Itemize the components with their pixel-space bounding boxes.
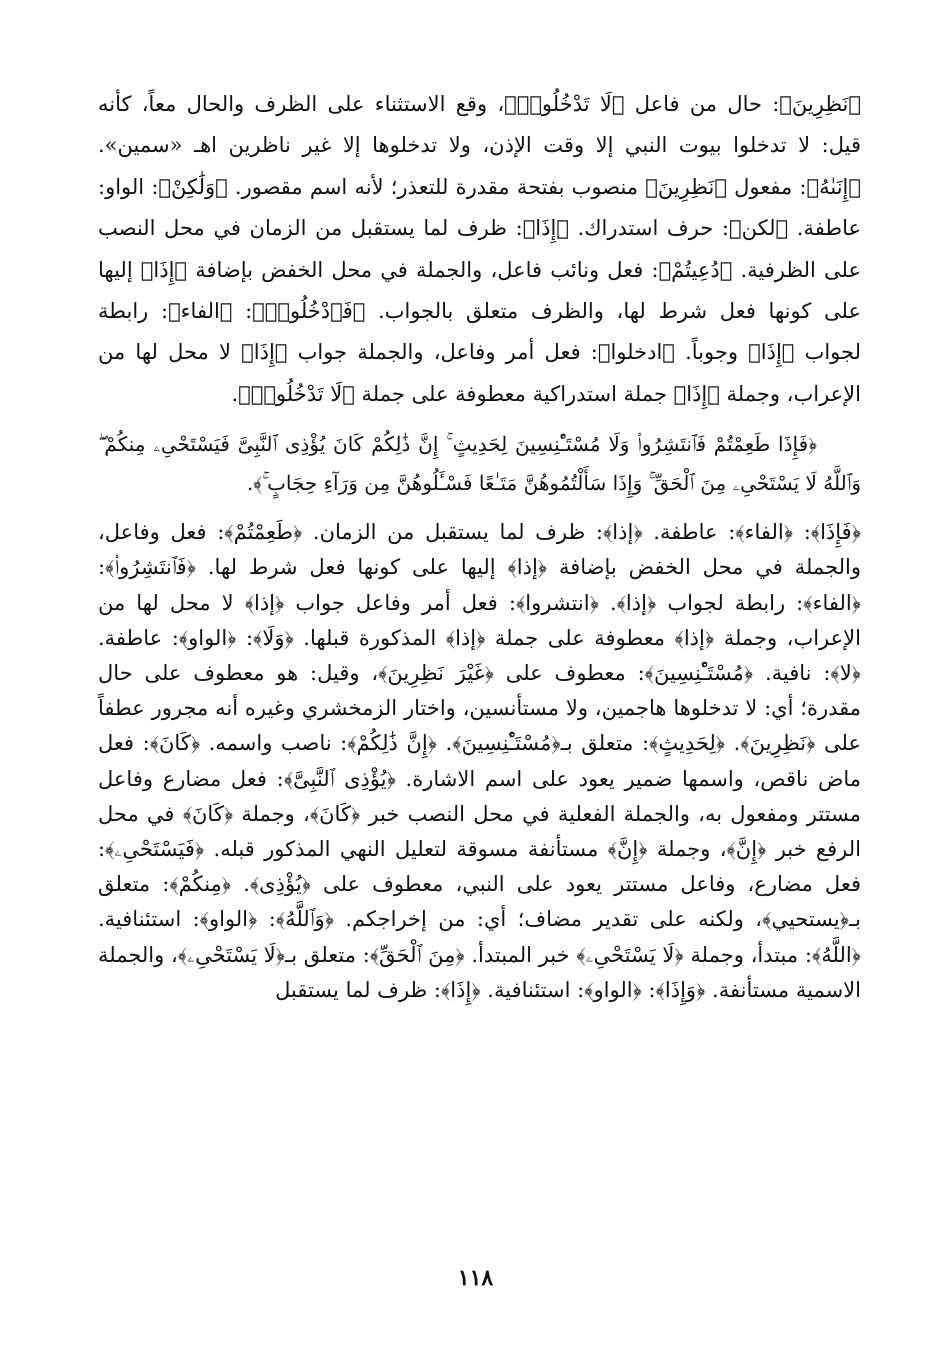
quran-verse: ﴿فَإِذَا طَعِمْتُمْ فَٱنتَشِرُوا۟ وَلَا مُسْتَـْٔنِسِينَ لِحَدِيثٍ ۚ إِنَّ ذَٰلِكُمْ كَانَ يُؤْذِى ٱلنَّبِىَّ فَيَسْتَحْىِۦ مِنكُمْ ۖ وَٱللَّهُ لَا يَسْتَحْىِۦ مِنَ ٱلْحَقِّ ۚ وَإِذَا سَأَلْتُمُوهُنَّ مَتَـٰعًا فَسْـَٔلُوهُنَّ مِن وَرَآءِ حِجَابٍ ۚ﴾. bbox=[98, 432, 861, 496]
paragraph-1: ﴿نَظِرِينَ﴾: حال من فاعل ﴿لَا تَدْخُلُوا۟﴾، وقع الاستثناء على الظرف والحال معاً، كأنه قيل: لا تدخلوا بيوت النبي إلا وقت الإذن، ولا تدخلوها إلا غير ناظرين اهـ «سمين». ﴿إِنَىٰهُ﴾: مفعول ﴿نَظِرِينَ﴾ منصوب بفتحة مقدرة للتعذر؛ لأنه اسم مقصور. ﴿وَلَٰكِنْ﴾: الواو: عاطفة. ﴿لكن﴾: حرف استدراك. ﴿إِذَا﴾: ظرف لما يستقبل من الزمان في محل النصب على الظرفية. ﴿دُعِيتُمْ﴾: فعل ونائب فاعل، والجملة في محل الخفض بإضافة ﴿إِذَا﴾ إليها على كونها فعل شرط لها، والظرف متعلق بالجواب. ﴿فَٱدْخُلُوا۟﴾: ﴿الفاء﴾: رابطة لجواب ﴿إِذَا﴾ وجوباً. ﴿ادخلوا﴾: فعل أمر وفاعل، والجملة جواب ﴿إِذَا﴾ لا محل لها من الإعراب، وجملة ﴿إِذَا﴾ جملة استدراكية معطوفة على جملة ﴿لَا تَدْخُلُوا۟﴾. bbox=[98, 92, 861, 406]
page-body bbox=[98, 84, 861, 1008]
page-number: ١١٨ bbox=[457, 1265, 494, 1291]
paragraph-3: ﴿فَإِذَا﴾: ﴿الفاء﴾: عاطفة. ﴿إذا﴾: ظرف لما يستقبل من الزمان. ﴿طَعِمْتُمْ﴾: فعل وفاعل، والجملة في محل الخفض بإضافة ﴿إذا﴾ إليها على كونها فعل شرط لها. ﴿فَٱنتَشِرُوا۟﴾: ﴿الفاء﴾: رابطة لجواب ﴿إذا﴾. ﴿انتشروا﴾: فعل أمر وفاعل جواب ﴿إذا﴾ لا محل لها من الإعراب، وجملة ﴿إذا﴾ معطوفة على جملة ﴿إذا﴾ المذكورة قبلها. ﴿وَلَا﴾: ﴿الواو﴾: عاطفة. ﴿لا﴾: نافية. ﴿مُسْتَـْٔنِسِينَ﴾: معطوف على ﴿غَيْرَ نَظِرِينَ﴾، وقيل: هو معطوف على حال مقدرة؛ أي: لا تدخلوها هاجمين، ولا مستأنسين، واختار الزمخشري وغيره أنه مجرور عطفاً على ﴿نَظِرِينَ﴾. ﴿لِحَدِيثٍ﴾: متعلق بـ﴿مُسْتَـْٔنِسِينَ﴾. ﴿إِنَّ ذَٰلِكُمْ﴾: ناصب واسمه. ﴿كَانَ﴾: فعل ماض ناقص، واسمها ضمير يعود على اسم الاشارة. ﴿يُؤْذِى ٱلنَّبِىَّ﴾: فعل مضارع وفاعل مستتر ومفعول به، والجملة الفعلية في محل النصب خبر ﴿كَانَ﴾، وجملة ﴿كَانَ﴾ في محل الرفع خبر ﴿إِنَّ﴾، وجملة ﴿إِنَّ﴾ مستأنفة مسوقة لتعليل النهي المذكور قبله. ﴿فَيَسْتَحْىِۦ﴾: فعل مضارع، وفاعل مستتر يعود على النبي، معطوف على ﴿يُؤْذِى﴾. ﴿مِنكُمْ﴾: متعلق بـ﴿يستحيي﴾، ولكنه على تقدير مضاف؛ أي: من إخراجكم. ﴿وَٱللَّهُ﴾: ﴿الواو﴾: استئنافية. ﴿اللَّهُ﴾: مبتدأ، وجملة ﴿لَا يَسْتَحْىِۦ﴾ خبر المبتدأ. ﴿مِنَ ٱلْحَقِّ﴾: متعلق بـ﴿لَا يَسْتَحْىِۦ﴾، والجملة الاسمية مستأنفة. ﴿وَإِذَا﴾: ﴿الواو﴾: استئنافية. ﴿إِذَا﴾: ظرف لما يستقبل bbox=[98, 520, 861, 1002]
